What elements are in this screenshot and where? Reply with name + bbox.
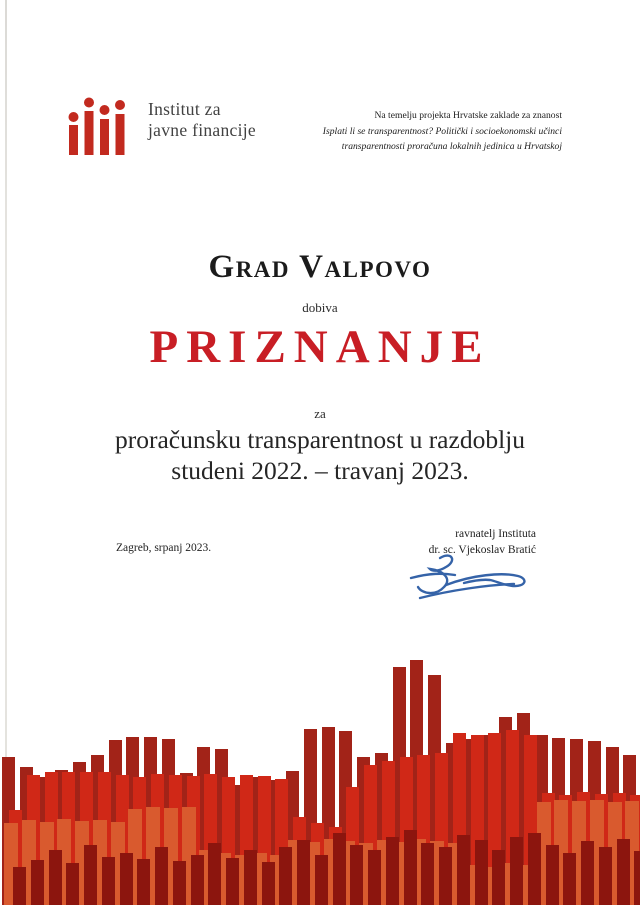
skyline-bar bbox=[510, 837, 523, 905]
skyline-bar bbox=[457, 835, 470, 905]
skyline-bar bbox=[599, 847, 612, 905]
signature-icon bbox=[402, 551, 534, 607]
skyline-bar bbox=[368, 850, 381, 905]
place-date: Zagreb, srpanj 2023. bbox=[116, 542, 212, 554]
skyline-bar bbox=[315, 855, 328, 905]
skyline-bar bbox=[262, 862, 275, 905]
institute-logo-icon bbox=[66, 97, 128, 155]
skyline-bar bbox=[226, 858, 239, 905]
award-description-line2: studeni 2022. – travanj 2023. bbox=[171, 456, 469, 485]
award-preposition: za bbox=[314, 406, 326, 421]
skyline-bar bbox=[581, 841, 594, 905]
skyline-bar bbox=[350, 845, 363, 905]
project-note bbox=[252, 108, 562, 155]
skyline-bar bbox=[563, 853, 576, 905]
signatory-name: dr. sc. Vjekoslav Bratić bbox=[428, 543, 536, 556]
award-verb: dobiva bbox=[302, 300, 338, 315]
award-title: PRIZNANJE bbox=[149, 321, 491, 373]
award-description bbox=[0, 424, 640, 486]
skyline-bar bbox=[297, 840, 310, 905]
skyline-layer-front-maroon bbox=[0, 653, 640, 905]
skyline-bar bbox=[279, 847, 292, 905]
skyline-bar bbox=[31, 860, 44, 905]
skyline-bar bbox=[84, 845, 97, 905]
skyline-bar bbox=[492, 850, 505, 905]
skyline-bar bbox=[102, 857, 115, 905]
skyline-bar bbox=[404, 830, 417, 905]
skyline-bar bbox=[13, 867, 26, 905]
project-note-line3: transparentnosti proračuna lokalnih jedinica u Hrvatskoj bbox=[341, 141, 562, 152]
skyline-bar bbox=[137, 859, 150, 905]
skyline-bar bbox=[173, 861, 186, 905]
project-note-line1: Na temelju projekta Hrvatske zaklade za znanost bbox=[374, 110, 562, 121]
skyline-bar bbox=[386, 837, 399, 905]
institute-name-line1: Institut za bbox=[148, 99, 221, 119]
recipient-name: Grad Valpovo bbox=[208, 249, 432, 285]
skyline-bar bbox=[421, 843, 434, 905]
skyline-bar bbox=[155, 847, 168, 905]
skyline-bar bbox=[617, 839, 630, 905]
skyline-bar bbox=[208, 843, 221, 905]
skyline-bar bbox=[66, 863, 79, 905]
skyline-artwork bbox=[0, 653, 640, 905]
skyline-bar bbox=[120, 853, 133, 905]
institute-name bbox=[148, 99, 256, 141]
skyline-bar bbox=[191, 855, 204, 905]
skyline-bar bbox=[546, 845, 559, 905]
skyline-bar bbox=[439, 847, 452, 905]
project-note-line2: Isplati li se transparentnost? Politički i socioekonomski učinci bbox=[322, 125, 562, 137]
award-description-line1: proračunsku transparentnost u razdoblju bbox=[114, 425, 525, 454]
skyline-bar bbox=[634, 851, 640, 905]
skyline-bar bbox=[528, 833, 541, 905]
institute-name-line2: javne financije bbox=[148, 120, 256, 140]
skyline-bar bbox=[475, 840, 488, 905]
skyline-bar bbox=[244, 850, 257, 905]
skyline-bar bbox=[49, 850, 62, 905]
skyline-bar bbox=[333, 833, 346, 905]
signatory-role: ravnatelj Instituta bbox=[455, 528, 536, 540]
